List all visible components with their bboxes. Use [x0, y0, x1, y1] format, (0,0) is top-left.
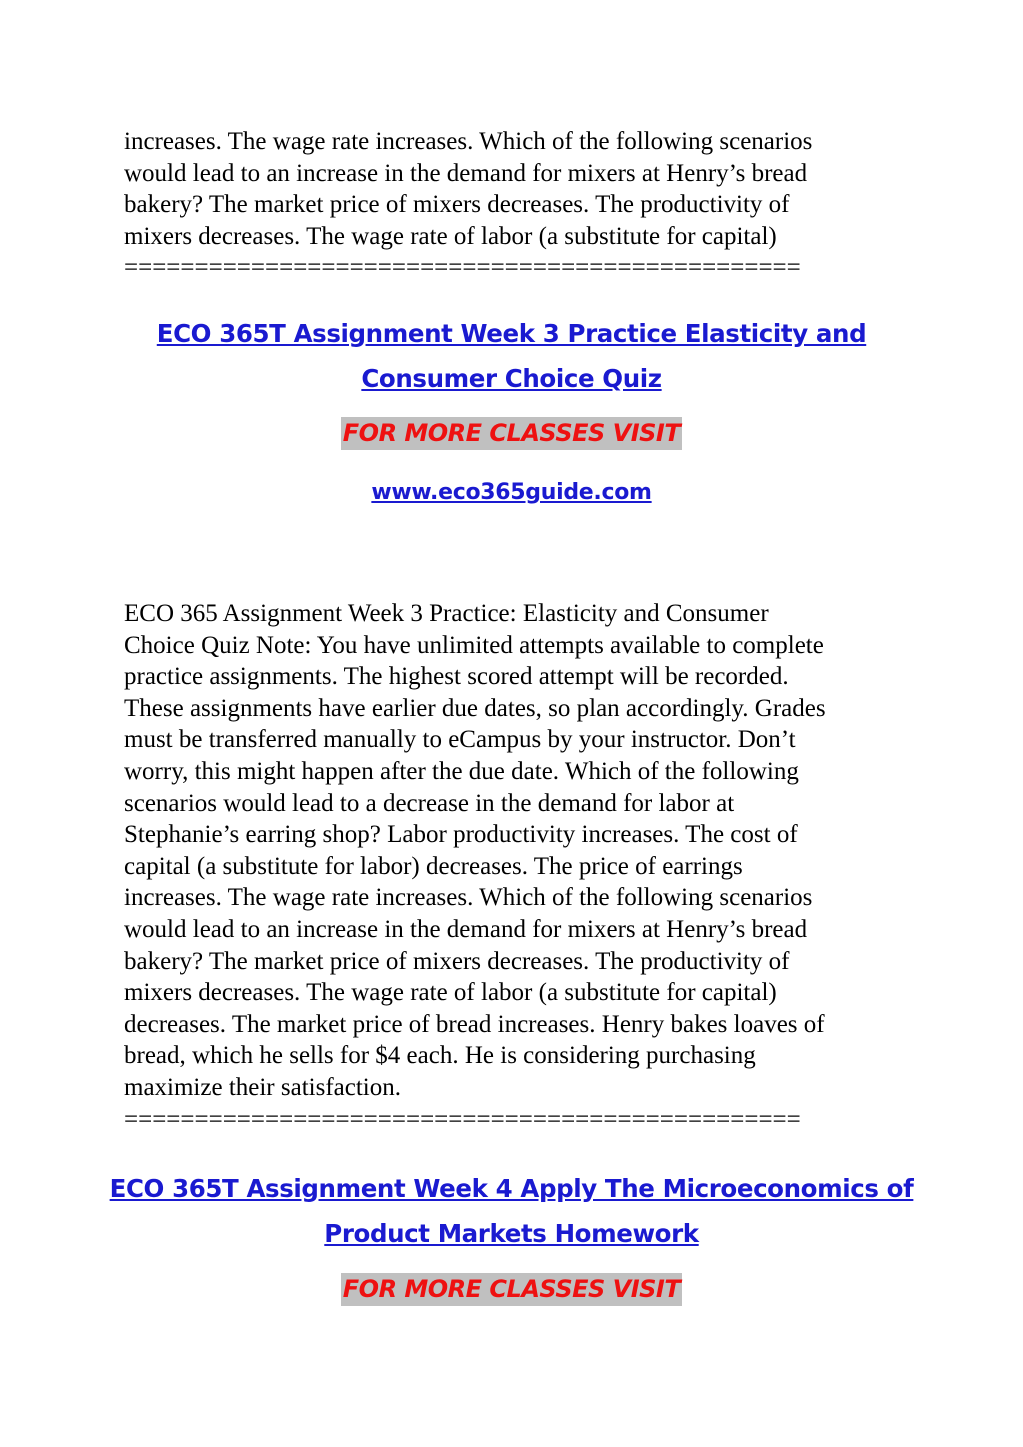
text-line: increases. The wage rate increases. Which of the following scenarios	[124, 128, 813, 155]
body-paragraph-top	[124, 126, 914, 284]
text-line: Choice Quiz Note: You have unlimited attempts available to complete	[124, 631, 824, 659]
more-classes-banner[interactable]	[0, 419, 1023, 447]
text-line: capital (a substitute for labor) decreases. The price of earrings	[124, 852, 743, 880]
text-line: practice assignments. The highest scored attempt will be recorded.	[124, 663, 789, 691]
title-line[interactable]: Product Markets Homework	[324, 1219, 699, 1248]
text-line: would lead to an increase in the demand for mixers at Henry’s bread	[124, 159, 808, 187]
section-title-link-week4[interactable]	[0, 1166, 1023, 1256]
text-line: maximize their satisfaction.	[124, 1073, 401, 1101]
text-line: scenarios would lead to a decrease in the demand for labor at	[124, 789, 735, 817]
text-line: increases. The wage rate increases. Which of the following scenarios	[124, 884, 813, 912]
section-title-link-week3[interactable]	[0, 311, 1023, 401]
text-line: decreases. The market price of bread increases. Henry bakes loaves of	[124, 1010, 825, 1038]
text-line: worry, this might happen after the due date. Which of the following	[124, 757, 799, 785]
text-line: Stephanie’s earring shop? Labor productivity increases. The cost of	[124, 821, 798, 849]
visit-label[interactable]: FOR MORE CLASSES VISIT	[341, 1273, 682, 1306]
title-line[interactable]: Consumer Choice Quiz	[361, 364, 662, 393]
body-paragraph-main	[124, 598, 914, 1135]
more-classes-banner[interactable]	[0, 1275, 1023, 1303]
text-line: These assignments have earlier due dates, so plan accordingly. Grades	[124, 694, 826, 722]
visit-label[interactable]: FOR MORE CLASSES VISIT	[341, 417, 682, 450]
title-line[interactable]: ECO 365T Assignment Week 4 Apply The Microeconomics of	[109, 1174, 914, 1203]
title-line[interactable]: ECO 365T Assignment Week 3 Practice Elasticity and	[156, 319, 867, 348]
text-line: bread, which he sells for $4 each. He is considering purchasing	[124, 1042, 756, 1070]
text-line: would lead to an increase in the demand for mixers at Henry’s bread	[124, 915, 808, 943]
text-line: must be transferred manually to eCampus by your instructor. Don’t	[124, 726, 796, 754]
text-line: mixers decreases. The wage rate of labor (a substitute for capital)	[124, 222, 777, 250]
text-line: ECO 365 Assignment Week 3 Practice: Elasticity and Consumer	[124, 600, 769, 627]
text-line: mixers decreases. The wage rate of labor (a substitute for capital)	[124, 979, 777, 1007]
separator-line: ================================================	[124, 254, 801, 282]
text-line: bakery? The market price of mixers decreases. The productivity of	[124, 947, 790, 975]
text-line: bakery? The market price of mixers decreases. The productivity of	[124, 191, 790, 219]
separator-line: ================================================	[124, 1105, 801, 1133]
website-link[interactable]: www.eco365guide.com	[371, 480, 652, 505]
